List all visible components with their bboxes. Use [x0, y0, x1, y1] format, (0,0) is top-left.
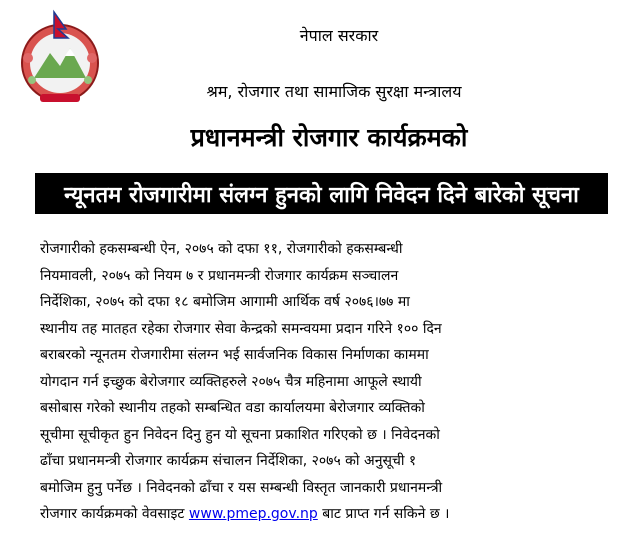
body-line: बराबरको न्यूनतम रोजगारीमा संलग्न भई सार्वजनिक विकास निर्माणका काममा [40, 347, 429, 363]
body-line: योगदान गर्न इच्छुक बेरोजगार व्यक्तिहरुले २०७५ चैत्र महिनामा आफूले स्थायी [40, 373, 422, 390]
body-line: नियमावली, २०७५ को नियम ७ र प्रधानमन्त्री रोजगार कार्यक्रम सञ्चालन [40, 267, 399, 284]
body-line: ढाँचा प्रधानमन्त्री रोजगार कार्यक्रम संचालन निर्देशिका, २०७५ को अनुसूची १ [40, 453, 417, 469]
government-name: नेपाल सरकार [299, 26, 379, 45]
body-last-line [40, 501, 600, 528]
ministry-name: श्रम, रोजगार तथा सामाजिक सुरक्षा मन्त्रालय [206, 82, 462, 101]
website-link[interactable]: www.pmep.gov.np [188, 506, 318, 522]
body-line: निर्देशिका, २०७५ को दफा १८ बमोजिम आगामी आर्थिक वर्ष २०७६।७७ मा [40, 294, 410, 310]
notice-title: न्यूनतम रोजगारीमा संलग्न हुनको लागि निवेदन दिने बारेको सूचना [64, 182, 579, 208]
notice-title-banner [35, 173, 608, 214]
last-line-prefix: रोजगार कार्यक्रमको वेवसाइट [40, 506, 189, 522]
program-title: प्रधानमन्त्री रोजगार कार्यक्रमको [190, 123, 468, 152]
body-line: बमोजिम हुनु पर्नेछ । निवेदनको ढाँचा र यस सम्बन्धी विस्तृत जानकारी प्रधानमन्त्री [40, 479, 443, 496]
last-line-suffix: बाट प्राप्त गर्न सकिने छ । [317, 506, 450, 522]
body-line: सूचीमा सूचीकृत हुन निवेदन दिनु हुन यो सूचना प्रकाशित गरिएको छ । निवेदनको [40, 426, 440, 443]
notice-body [40, 236, 600, 528]
body-line: बसोबास गरेको स्थानीय तहको सम्बन्धित वडा कार्यालयमा बेरोजगार व्यक्तिको [40, 400, 425, 416]
body-line: रोजगारीको हकसम्बन्धी ऐन, २०७५ को दफा ११, रोजगारीको हकसम्बन्धी [40, 241, 403, 257]
body-line: स्थानीय तह मातहत रहेका रोजगार सेवा केन्द्रको समन्वयमा प्रदान गरिने १०० दिन [40, 320, 442, 337]
